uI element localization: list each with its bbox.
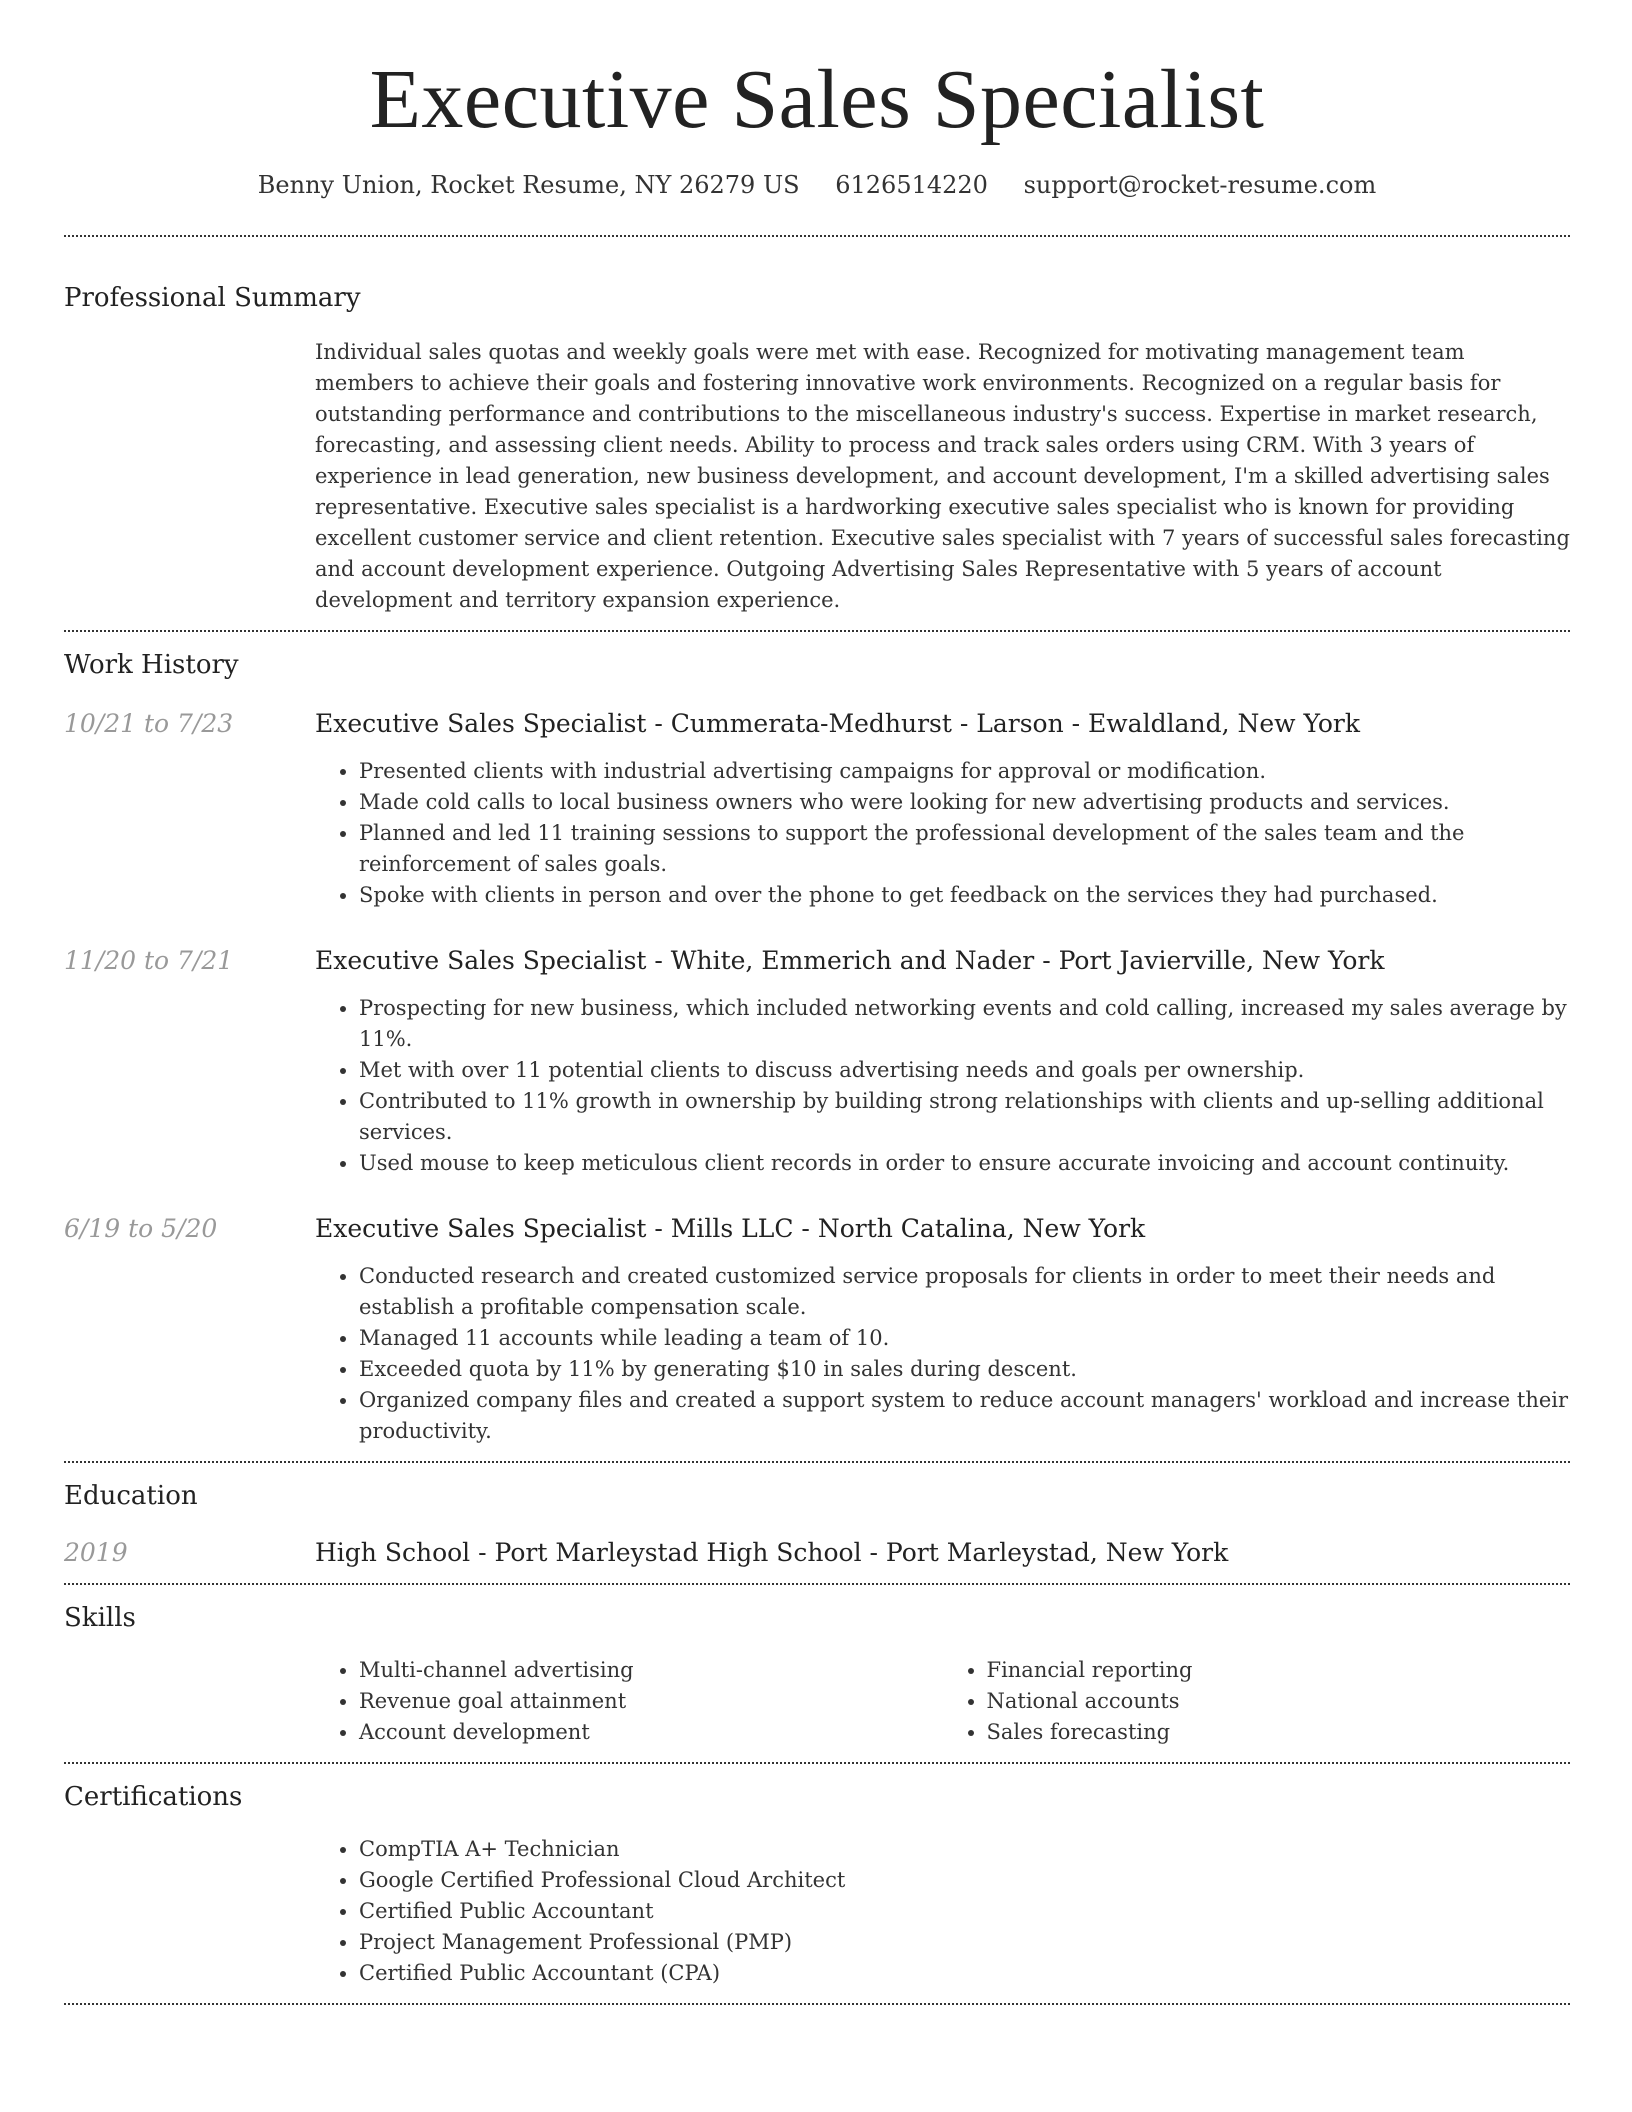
job-title: Executive Sales Specialist - Cummerata-Medhurst - Larson - Ewaldland, New York — [315, 708, 1360, 738]
skill-item: • Multi-channel advertising — [359, 1655, 943, 1686]
job-bullets — [315, 1261, 1570, 1447]
job-bullet: • Conducted research and created customized service proposals for clients in order to meet their needs and establish a profitable compensation scale. — [359, 1261, 1570, 1323]
section-title-skills: Skills — [64, 1602, 136, 1633]
job-bullets — [315, 993, 1570, 1179]
education-section — [64, 1463, 1570, 1583]
skills-list-left — [315, 1655, 943, 1748]
contact-address: Benny Union, Rocket Resume, NY 26279 US — [257, 170, 800, 199]
job-entry — [64, 1213, 1570, 1447]
job-bullet: • Managed 11 accounts while leading a team of 10. — [359, 1323, 1570, 1354]
section-title-education: Education — [64, 1480, 198, 1511]
job-dates: 6/19 to 5/20 — [64, 1213, 218, 1243]
job-bullet: • Used mouse to keep meticulous client records in order to ensure accurate invoicing and account continuity. — [359, 1148, 1570, 1179]
resume-page — [64, 0, 1570, 2005]
work-history-section — [64, 632, 1570, 1461]
section-title-summary: Professional Summary — [64, 282, 361, 313]
certification-item: • Google Certified Professional Cloud Architect — [359, 1865, 1570, 1896]
job-entry — [64, 945, 1570, 1179]
education-entry — [64, 1537, 1570, 1569]
education-date: 2019 — [64, 1537, 128, 1567]
divider — [64, 2003, 1570, 2005]
skill-item: • Financial reporting — [987, 1655, 1571, 1686]
job-bullet: • Planned and led 11 training sessions to support the professional development of the sales team and the reinforcement of sales goals. — [359, 818, 1570, 880]
job-bullet: • Organized company files and created a support system to reduce account managers' workload and increase their productivity. — [359, 1385, 1570, 1447]
skills-section — [64, 1585, 1570, 1762]
skills-grid — [315, 1655, 1570, 1748]
certifications-list — [315, 1834, 1570, 1989]
job-bullet: • Met with over 11 potential clients to discuss advertising needs and goals per ownership. — [359, 1055, 1570, 1086]
resume-name: Executive Sales Specialist — [369, 53, 1265, 146]
job-entry — [64, 708, 1570, 911]
skill-item: • Revenue goal attainment — [359, 1686, 943, 1717]
summary-section — [64, 237, 1570, 630]
certification-item: • Project Management Professional (PMP) — [359, 1927, 1570, 1958]
certification-item: • Certified Public Accountant (CPA) — [359, 1958, 1570, 1989]
skills-list-right — [943, 1655, 1571, 1748]
contact-phone: 6126514220 — [835, 170, 988, 199]
contact-line — [64, 171, 1570, 199]
job-dates: 11/20 to 7/21 — [64, 945, 234, 975]
job-title: Executive Sales Specialist - Mills LLC - North Catalina, New York — [315, 1213, 1146, 1243]
job-bullet: • Contributed to 11% growth in ownership by building strong relationships with clients and up-selling additional services. — [359, 1086, 1570, 1148]
job-bullet: • Spoke with clients in person and over the phone to get feedback on the services they had purchased. — [359, 880, 1570, 911]
section-title-certifications: Certifications — [64, 1781, 243, 1812]
summary-text: Individual sales quotas and weekly goals were met with ease. Recognized for motivating management team members to achieve their goals and fostering innovative work environments. Recognized on a regular basis for outstanding performance and contributions to the miscellaneous industry's success. Expertise in market research, forecasting, and assessing client needs. Ability to process and track sales orders using CRM. With 3 years of experience in lead generation, new business development, and account development, I'm a skilled advertising sales representative. Executive sales specialist is a hardworking executive sales specialist who is known for providing excellent customer service and client retention. Executive sales specialist with 7 years of successful sales forecasting and account development experience. Outgoing Advertising Sales Representative with 5 years of account development and territory expansion experience. — [315, 339, 1570, 612]
job-bullet: • Presented clients with industrial advertising campaigns for approval or modification. — [359, 756, 1570, 787]
skill-item: • Account development — [359, 1717, 943, 1748]
job-bullet: • Exceeded quota by 11% by generating $10 in sales during descent. — [359, 1354, 1570, 1385]
job-bullet: • Made cold calls to local business owners who were looking for new advertising products and services. — [359, 787, 1570, 818]
skill-item: • National accounts — [987, 1686, 1571, 1717]
job-bullets — [315, 756, 1570, 911]
education-degree: High School - Port Marleystad High School - Port Marleystad, New York — [315, 1537, 1229, 1567]
job-title: Executive Sales Specialist - White, Emmerich and Nader - Port Javierville, New York — [315, 945, 1385, 975]
job-dates: 10/21 to 7/23 — [64, 708, 234, 738]
contact-email: support@rocket-resume.com — [1023, 170, 1377, 199]
certification-item: • CompTIA A+ Technician — [359, 1834, 1570, 1865]
job-bullet: • Prospecting for new business, which included networking events and cold calling, increased my sales average by 11%. — [359, 993, 1570, 1055]
certifications-section — [64, 1764, 1570, 2003]
skill-item: • Sales forecasting — [987, 1717, 1571, 1748]
section-title-work: Work History — [64, 649, 239, 680]
certification-item: • Certified Public Accountant — [359, 1896, 1570, 1927]
